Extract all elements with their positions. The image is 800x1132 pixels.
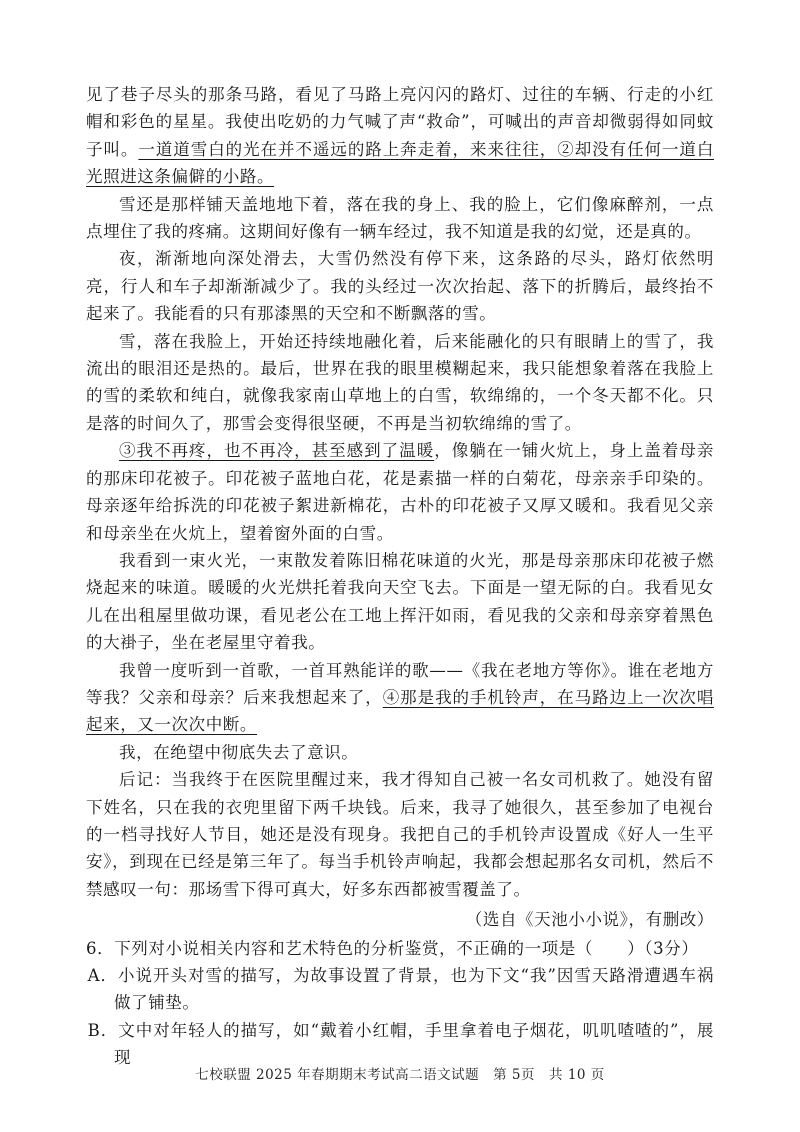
- passage-body: [86, 81, 714, 1072]
- paragraph-3: 夜，渐渐地向深处滑去，大雪仍然没有停下来，这条路的尽头，路灯依然明亮，行人和车子却渐渐减少了。我的头经过一次次抬起、落下的折腾后，最终抬不起来了。我能看的只有那漆黑的天空和不断飘落的雪。: [86, 249, 714, 324]
- underlined-sentence-2: 一道道雪白的光在并不遥远的路上奔走着，来来往往，②却没有任何一道白光照进这条偏僻的小路。: [86, 139, 714, 187]
- question-6-stem: 6．下列对小说相关内容和艺术特色的分析鉴赏，不正确的一项是（ ）（3分）: [86, 938, 699, 958]
- underlined-sentence-3: ③我不再疼，也不再冷，甚至感到了温暖: [119, 441, 435, 461]
- paragraph-9-postscript: 后记：当我终于在医院里醒过来，我才得知自己被一名女司机救了。她没有留下姓名，只在我的衣兜里留下两千块钱。后来，我寻了她很久，甚至参加了电视台的一档寻找好人节目，她还是没有现身。我把自己的手机铃声设置成《好人一生平安》，到现在已经是第三年了。每当手机铃声响起，我都会想起那名女司机，然后不禁感叹一句：那场雪下得可真大，好多东西都被雪覆盖了。: [86, 770, 714, 899]
- paragraph-1-text: 见了巷子尽头的那条马路，看见了马路上亮闪闪的路灯、过往的车辆、行走的小红帽和彩色的星星。我使出吃奶的力气喊了声“救命”，可喊出的声音却微弱得如同蚊子叫。: [86, 85, 714, 159]
- question-6-option-b: B．文中对年轻人的描写，如“戴着小红帽，手里拿着电子烟花，叽叽喳喳的”，展现: [87, 1020, 714, 1068]
- underlined-sentence-4: ④那是我的手机铃声，在马路边上一次次唱起来，又一次次中断。: [86, 687, 714, 735]
- paragraph-5: [86, 437, 714, 547]
- paragraph-5-text: ，像躺在一铺火炕上，身上盖着母亲的那床印花被子。印花被子蓝地白花，花是素描一样的白菊花，母亲亲手印染的。母亲逐年给拆洗的印花被子絮进新棉花，古朴的印花被子又厚又暖和。我看见父亲和母亲坐在火炕上，望着窗外面的白雪。: [86, 441, 714, 543]
- paragraph-6: 我看到一束火光，一束散发着陈旧棉花味道的火光，那是母亲那床印花被子燃烧起来的味道。暖暖的火光烘托着我向天空飞去。下面是一望无际的白。我看见女儿在出租屋里做功课，看见老公在工地上挥汗如雨，看见我的父亲和母亲穿着黑色的大褂子，坐在老屋里守着我。: [86, 550, 714, 653]
- question-6-option-a: A．小说开头对雪的描写，为故事设置了背景，也为下文“我”因雪天路滑遭遇车祸做了铺垫。: [87, 966, 714, 1013]
- paragraph-4: 雪，落在我脸上，开始还持续地融化着，后来能融化的只有眼睛上的雪了，我流出的眼泪还是热的。最后，世界在我的眼里模糊起来，我只能想象着落在我脸上的雪的柔软和纯白，就像我家南山草地上的白雪，软绵绵的，一个冬天都不化。只是落的时间久了，那雪会变得很坚硬，不再是当初软绵绵的雪了。: [86, 331, 714, 433]
- paragraph-7-text: 我曾一度听到一首歌，一首耳熟能详的歌——《我在老地方等你》。谁在老地方等我？父亲和母亲？后来我想起来了，: [86, 660, 714, 707]
- paragraph-8: 我，在绝望中彻底失去了意识。: [119, 742, 359, 762]
- paragraph-7: [86, 657, 714, 739]
- paragraph-1: [86, 81, 714, 191]
- source-citation: （选自《天池小小说》，有删改）: [465, 910, 714, 930]
- page-footer: 七校联盟 2025 年春期期末考试高二语文试题 第 5页 共 10 页: [195, 1067, 605, 1083]
- paragraph-2: 雪还是那样铺天盖地地下着，落在我的身上、我的脸上，它们像麻醉剂，一点点埋住了我的疼痛。这期间好像有一辆车经过，我不知道是我的幻觉，还是真的。: [86, 194, 714, 242]
